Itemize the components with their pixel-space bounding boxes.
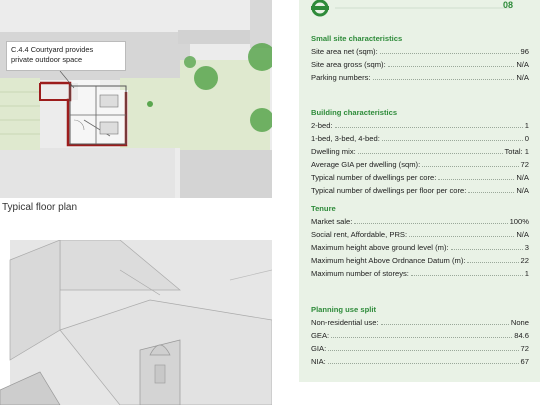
parking-numbers-row (311, 72, 529, 83)
floor-plan-caption: Typical floor plan (2, 202, 78, 213)
row-label: GIA: (311, 344, 327, 353)
row-label: Dwelling mix: (311, 147, 356, 156)
section-title-tenure: Tenure (311, 204, 336, 213)
row-value: 100% (509, 217, 529, 226)
other-beds-row (311, 133, 529, 144)
site-plan (0, 0, 272, 198)
row-value: 67 (520, 357, 529, 366)
section-title-planning: Planning use split (311, 305, 376, 314)
row-label: Average GIA per dwelling (sqm): (311, 160, 421, 169)
data-panel (299, 0, 540, 382)
row-value: 1 (524, 269, 529, 278)
average-gia-row (311, 159, 529, 170)
nia-row (311, 356, 529, 367)
row-value: None (510, 318, 529, 327)
non-residential-row (311, 317, 529, 328)
site-area-gross-row (311, 59, 529, 70)
row-value: 72 (520, 160, 529, 169)
row-label: Maximum height Above Ordnance Datum (m): (311, 256, 466, 265)
row-label: Site area net (sqm): (311, 47, 378, 56)
tfl-roundel-icon (311, 0, 529, 18)
gea-row (311, 330, 529, 341)
row-label: 1-bed, 3-bed, 4-bed: (311, 134, 380, 143)
gauge-value: 08 (503, 0, 514, 10)
row-value: N/A (516, 173, 529, 182)
row-value: Total: 1 (504, 147, 529, 156)
row-label: NIA: (311, 357, 326, 366)
row-value: 3 (524, 243, 529, 252)
row-value: 22 (520, 256, 529, 265)
callout-line-1: C.4.4 Courtyard provides (11, 45, 94, 54)
row-label: Parking numbers: (311, 73, 371, 82)
social-rent-row (311, 229, 529, 240)
isometric-view (0, 240, 272, 405)
row-value: N/A (516, 60, 529, 69)
row-value: N/A (516, 186, 529, 195)
row-label: Site area gross (sqm): (311, 60, 386, 69)
row-value: 84.6 (514, 331, 529, 340)
row-label: Typical number of dwellings per floor per core: (311, 186, 467, 195)
max-height-ground-row (311, 242, 529, 253)
max-height-aod-row (311, 255, 529, 266)
row-label: Social rent, Affordable, PRS: (311, 230, 408, 239)
row-value: 1 (524, 121, 529, 130)
row-label: Maximum height above ground level (m): (311, 243, 449, 252)
site-area-net-row (311, 46, 529, 57)
row-label: Market sale: (311, 217, 353, 226)
row-label: GEA: (311, 331, 330, 340)
gia-row (311, 343, 529, 354)
dwellings-per-floor-row (311, 185, 529, 196)
isometric-drawing (0, 240, 272, 405)
courtyard-callout (6, 41, 126, 71)
callout-line-2: private outdoor space (11, 55, 83, 64)
row-value: 72 (520, 344, 529, 353)
market-sale-row (311, 216, 529, 227)
row-value: 0 (524, 134, 529, 143)
max-storeys-row (311, 268, 529, 279)
dwelling-mix-row (311, 146, 529, 157)
dwellings-per-core-row (311, 172, 529, 183)
row-value: N/A (516, 73, 529, 82)
two-bed-row (311, 120, 529, 131)
row-value: N/A (516, 230, 529, 239)
row-label: 2-bed: (311, 121, 333, 130)
row-label: Typical number of dwellings per core: (311, 173, 437, 182)
site-plan-drawing (0, 0, 272, 198)
section-title-building: Building characteristics (311, 108, 398, 117)
row-label: Non-residential use: (311, 318, 379, 327)
row-value: 96 (520, 47, 529, 56)
section-title-small-site: Small site characteristics (311, 34, 403, 43)
row-label: Maximum number of storeys: (311, 269, 409, 278)
